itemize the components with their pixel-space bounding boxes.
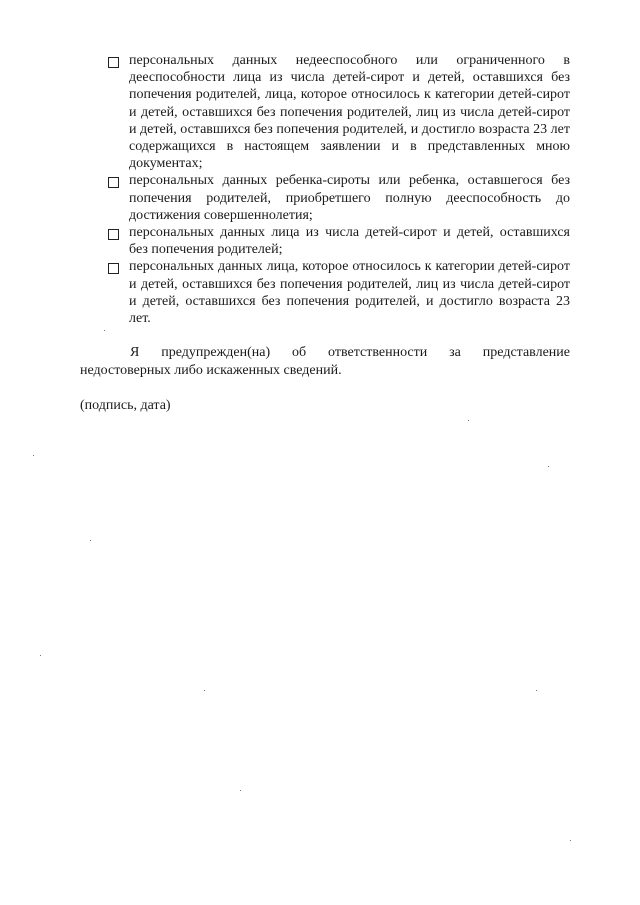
consent-option-former-orphan xyxy=(108,224,570,258)
scan-speck xyxy=(104,330,105,331)
checkbox-over-23[interactable] xyxy=(108,263,119,274)
scan-speck xyxy=(90,540,91,541)
scan-speck xyxy=(536,690,537,691)
scan-speck xyxy=(468,420,469,421)
checkbox-emancipated-minor[interactable] xyxy=(108,177,119,188)
checkbox-former-orphan[interactable] xyxy=(108,229,119,240)
checkbox-incapacitated[interactable] xyxy=(108,57,119,68)
consent-option-text: персональных данных лица из числа детей-сирот и детей, оставшихся без попечения родителей; xyxy=(129,225,570,258)
signature-date-label: (подпись, дата) xyxy=(80,398,171,413)
scan-speck xyxy=(548,466,549,467)
consent-option-text: персональных данных недееспособного или ограниченного в дееспособности лица из числа детей-сирот и детей, оставшихся без попечения родителей, лица, которое относилось к категории детей-сирот и детей, оставшихся без попечения родителей, лиц из числа детей-сирот и детей, оставшихся без попечения родителей, и достигло возраста 23 лет содержащихся в настоящем заявлении и в представленных мною документах; xyxy=(129,53,570,172)
consent-option-text: персональных данных лица, которое относилось к категории детей-сирот и детей, оставшихся без попечения родителей, лиц из числа детей-сирот и детей, оставшихся без попечения родителей, и достигло возраста 23 лет. xyxy=(129,259,570,327)
consent-option-incapacitated xyxy=(108,52,570,172)
consent-option-over-23 xyxy=(108,258,570,327)
consent-options-list xyxy=(108,52,570,327)
scan-speck xyxy=(570,840,571,841)
consent-option-text: персональных данных ребенка-сироты или ребенка, оставшегося без попечения родителей, приобретшего полную дееспособность до достижения совершеннолетия; xyxy=(129,173,570,223)
scan-speck xyxy=(204,690,205,691)
scan-speck xyxy=(40,655,41,656)
consent-option-emancipated-minor xyxy=(108,172,570,224)
scan-speck xyxy=(33,455,34,456)
scan-speck xyxy=(240,790,241,791)
liability-warning: Я предупрежден(на) об ответственности за представление недостоверных либо искаженных сведений. xyxy=(80,345,570,378)
